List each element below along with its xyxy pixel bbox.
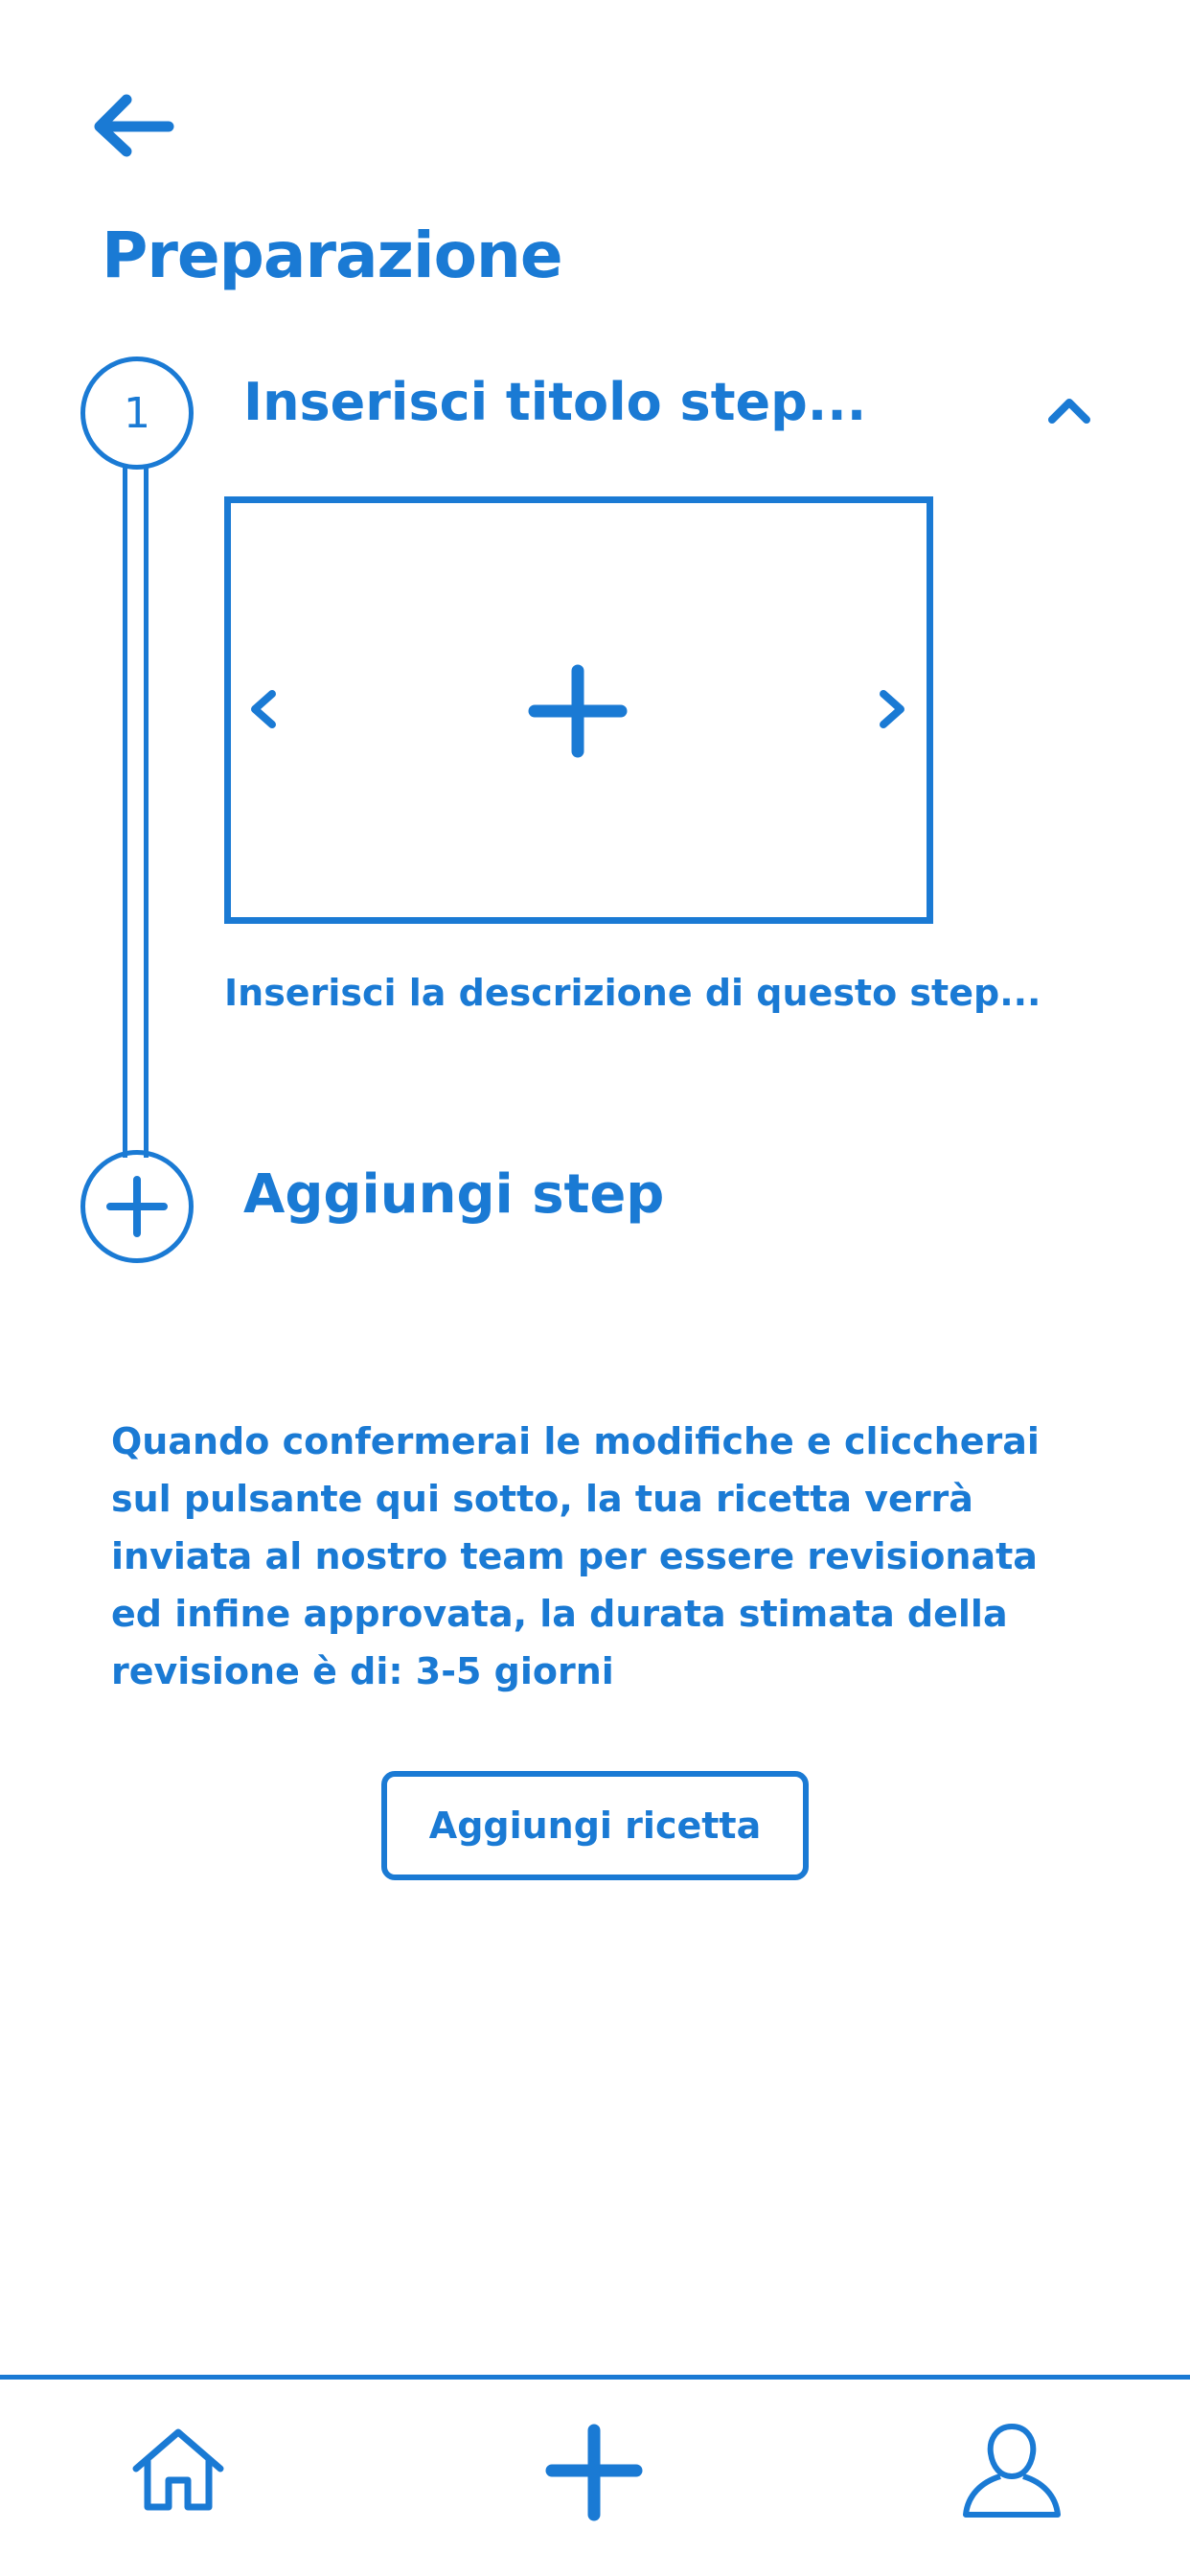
plus-icon [546, 2425, 642, 2520]
image-next-button[interactable] [874, 682, 912, 736]
add-image-button[interactable] [525, 663, 630, 759]
plus-icon [525, 663, 630, 759]
step-description-input[interactable]: Inserisci la descrizione di questo step... [224, 972, 1041, 1014]
plus-circle-icon [85, 1155, 189, 1258]
arrow-left-icon [94, 92, 174, 161]
chevron-right-icon [874, 682, 912, 736]
chevron-left-icon [243, 682, 282, 736]
back-button[interactable] [94, 92, 174, 161]
step-title-input[interactable]: Inserisci titolo step... [243, 372, 867, 432]
image-prev-button[interactable] [243, 682, 282, 736]
timeline-line-left [123, 468, 127, 1158]
bottom-nav-divider [0, 2375, 1190, 2380]
add-step-button[interactable] [80, 1150, 194, 1263]
nav-add-button[interactable] [546, 2425, 642, 2520]
review-info-text: Quando confermerai le modifiche e cliccherai sul pulsante qui sotto, la tua ricetta verrà inviata al nostro team per essere revisionata ed infine approvata, la durata stimata della revisione è di: 3-5 giorni [111, 1420, 1040, 1692]
nav-profile-button[interactable] [962, 2423, 1062, 2518]
page-title: Preparazione [102, 218, 562, 292]
nav-home-button[interactable] [130, 2426, 226, 2513]
chevron-up-icon [1044, 391, 1094, 429]
step-number: 1 [124, 388, 150, 438]
add-recipe-button[interactable]: Aggiungi ricetta [381, 1771, 809, 1880]
home-icon [130, 2426, 226, 2513]
step-number-badge [80, 356, 194, 470]
timeline-line-right [144, 468, 149, 1158]
user-icon [962, 2423, 1062, 2518]
add-step-label[interactable]: Aggiungi step [243, 1163, 665, 1226]
collapse-step-button[interactable] [1044, 391, 1094, 429]
